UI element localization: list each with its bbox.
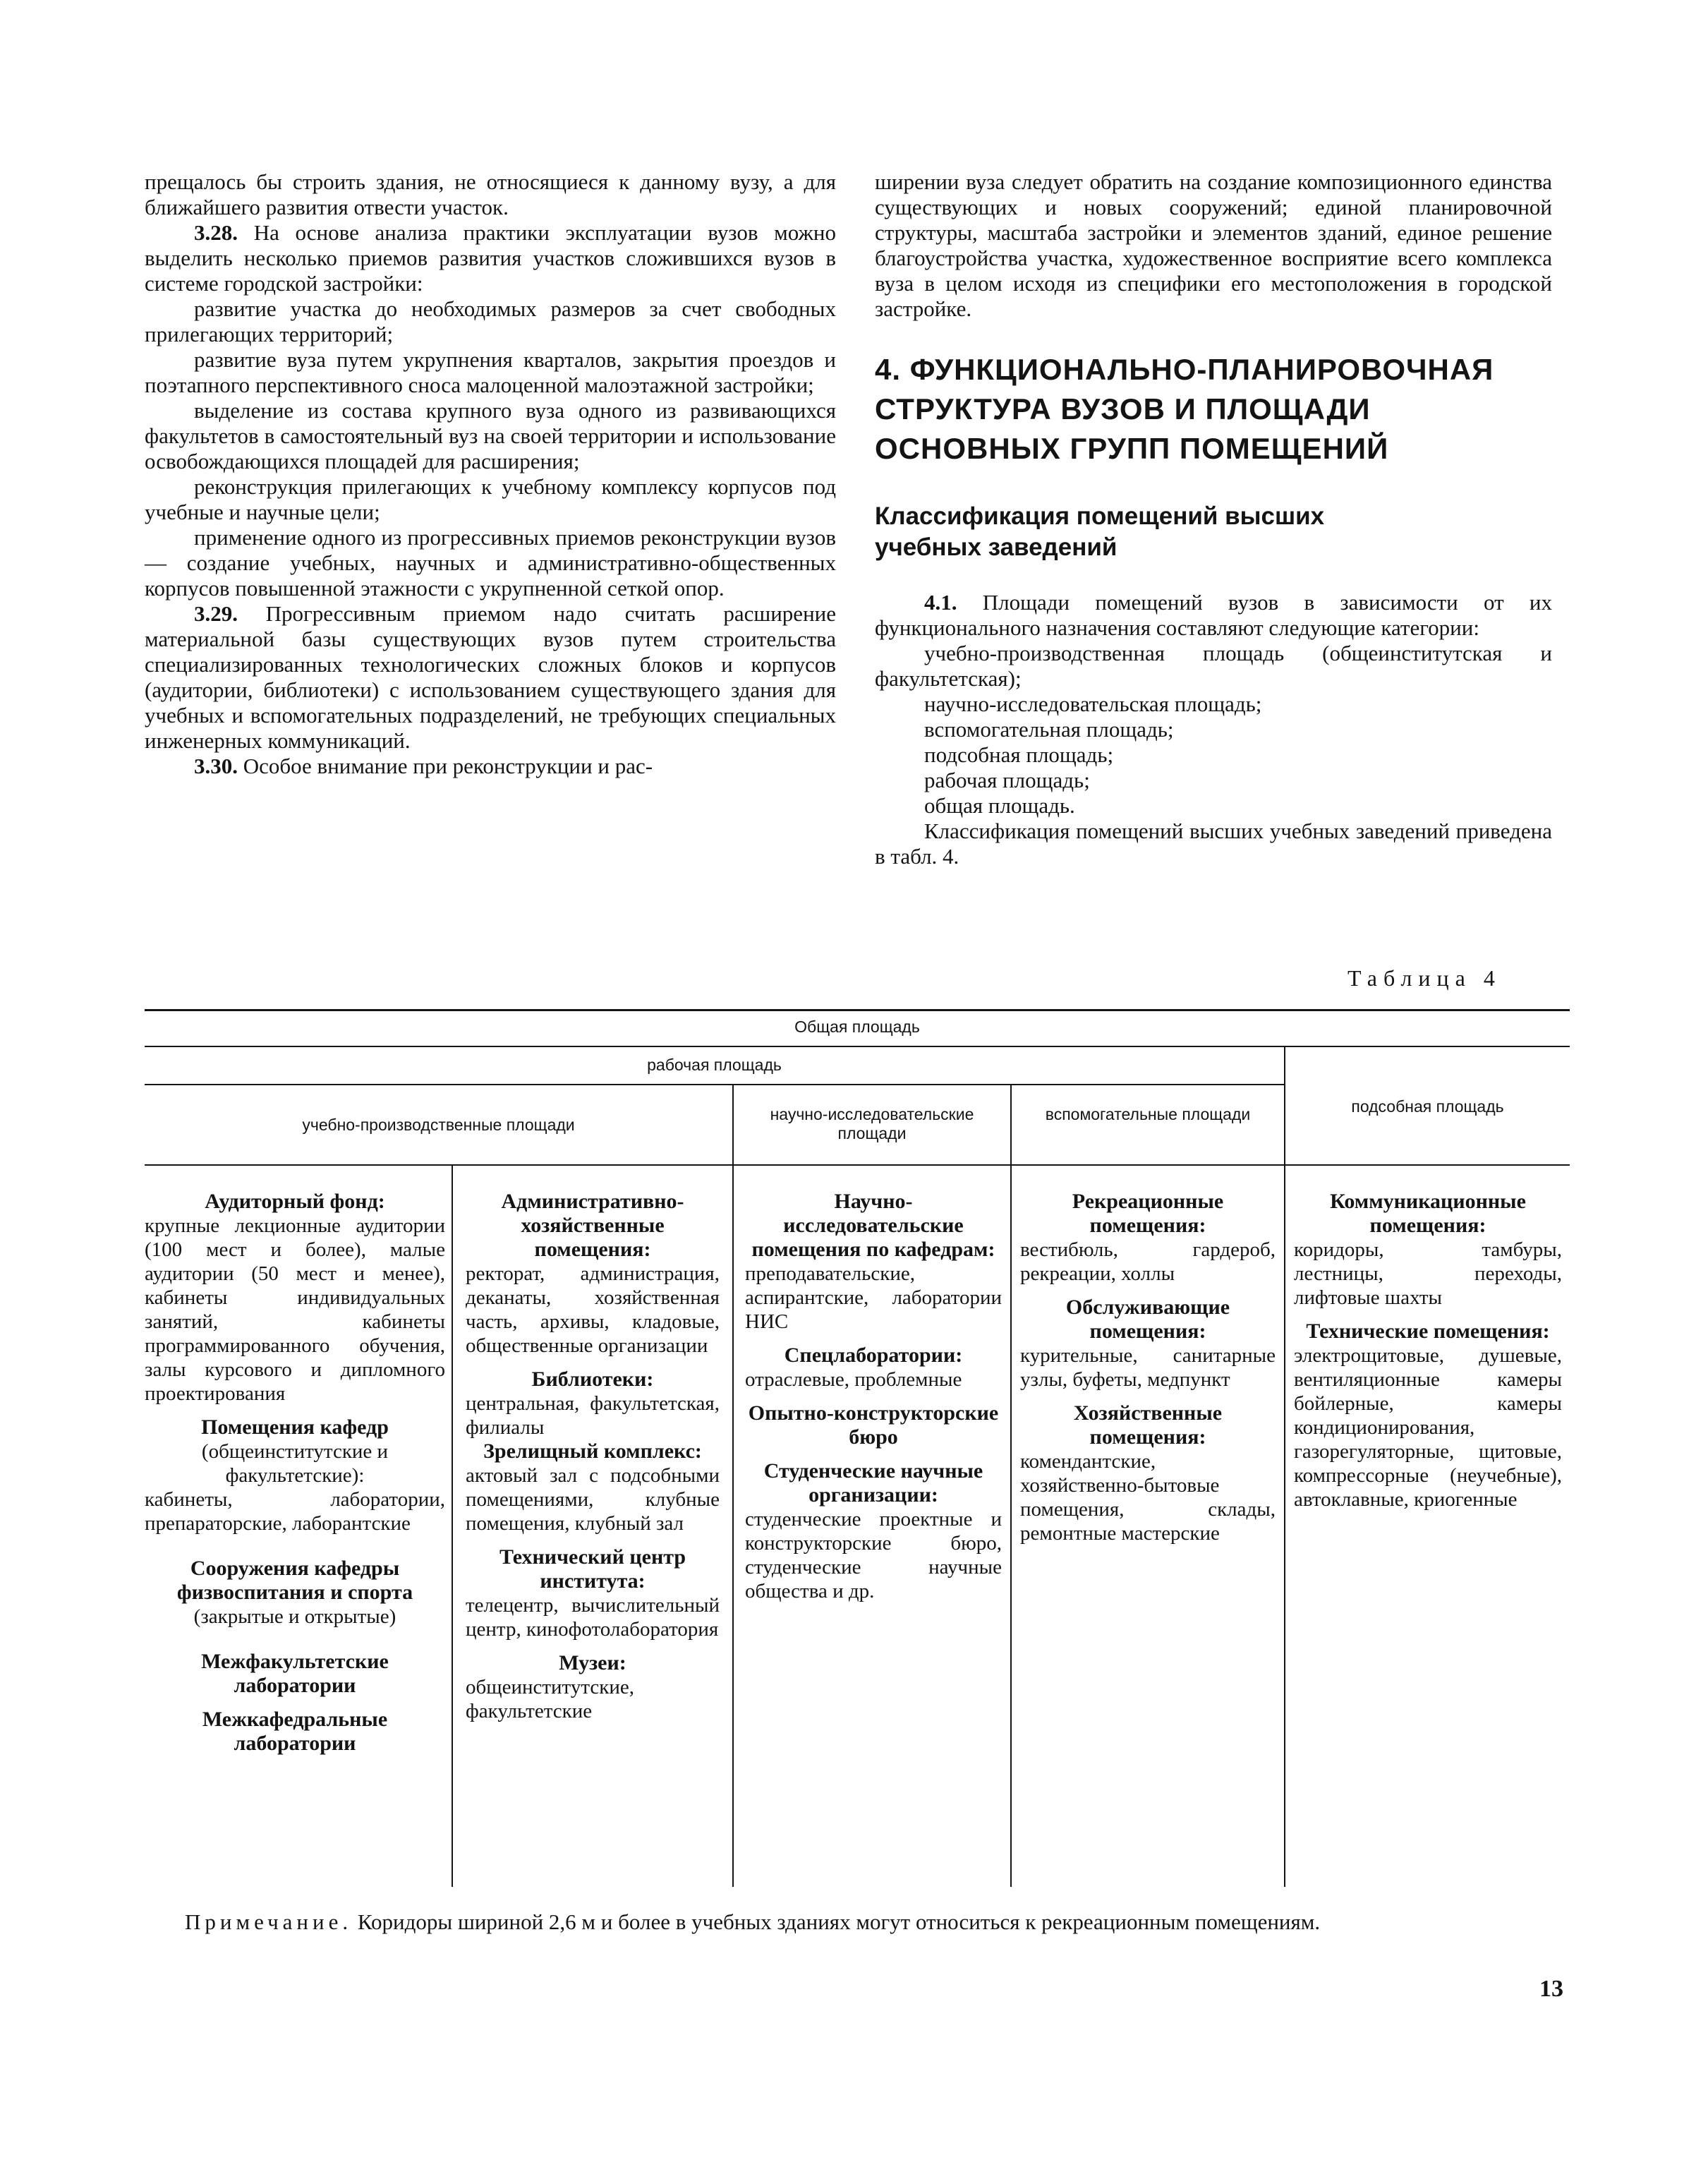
category-text: кабинеты, лаборатории, препараторские, лаборантские	[145, 1488, 445, 1535]
category-text: крупные лекционные аудитории (100 мест и более), малые аудитории (50 мест и менее), кабинеты индивидуальных занятий, кабинеты программированного обучения, залы курсового и дипломного проектирования	[145, 1214, 445, 1405]
table-column-educational-1	[145, 1190, 445, 1756]
vertical-rule	[1010, 1085, 1012, 1887]
category-heading: Рекреационные помещения:	[1072, 1190, 1224, 1237]
vertical-rule	[452, 1166, 453, 1887]
category-text: электрощитовые, душевые, вентиляционные камеры бойлерные, камеры кондиционирования, газорегуляторные, щитовые, компрессорные (неучебные), автоклавные, криогенные	[1294, 1344, 1562, 1511]
paragraph: Классификация помещений высших учебных заведений приведена в табл. 4.	[875, 819, 1552, 869]
category-text: телецентр, вычислительный центр, кинофотолаборатория	[466, 1594, 720, 1641]
category-heading: Хозяйственные помещения:	[1073, 1401, 1223, 1449]
category-item: общая площадь.	[924, 793, 1075, 818]
table-column-educational-2	[466, 1190, 720, 1723]
table-column-auxiliary	[1294, 1190, 1562, 1511]
vertical-rule	[732, 1085, 734, 1887]
category-heading: Зрелищный комплекс:	[483, 1439, 702, 1463]
category-heading: Межкафедральные лаборатории	[202, 1708, 388, 1755]
clause-number: 4.1.	[924, 590, 957, 615]
vertical-rule	[1284, 1047, 1285, 1887]
list-item: развитие участка до необходимых размеров за счет свободных прилегающих территорий;	[145, 296, 836, 346]
category-heading: Технический центр института:	[499, 1545, 686, 1593]
table-note	[185, 1909, 1568, 1935]
header-auxiliary-sub-area: подсобная площадь	[1351, 1097, 1504, 1116]
clause-text: На основе анализа практики эксплуатации вузов можно выделить несколько приемов развития участков сложившихся вузов в системе городской застройки:	[145, 220, 837, 296]
subsection-title	[875, 501, 1552, 563]
category-heading: Опытно-конструкторские бюро	[748, 1401, 999, 1449]
list-item: развитие вуза путем укрупнения кварталов, закрытия проездов и поэтапного перспективного сноса малоценной малоэтажной застройки;	[145, 347, 836, 397]
rule	[145, 1046, 1570, 1047]
note-label: Примечание.	[185, 1909, 353, 1934]
category-text: комендантские, хозяйственно-бытовые помещения, склады, ремонтные мастерские	[1020, 1450, 1276, 1545]
list-item: применение одного из прогрессивных приемов реконструкции вузов — создание учебных, научных и административно-общественных корпусов повышенной этажности с укрупненной сеткой опор.	[145, 525, 836, 600]
paragraph: ширении вуза следует обратить на создание композиционного единства существующих и новых сооружений; единой планировочной структуры, масштаба застройки и элементов зданий, единое решение благоустройства участка, художественное восприятие всего комплекса вуза в целом исходя из специфики его местоположения в городской застройке.	[875, 169, 1552, 321]
category-heading: Помещения кафедр	[201, 1416, 389, 1439]
rule	[145, 1084, 1284, 1085]
clause-number: 3.30.	[194, 754, 238, 778]
category-subheading: (общеинститутские и факультетские):	[201, 1440, 389, 1487]
category-heading: Спецлаборатории:	[784, 1344, 963, 1367]
clause-text: Прогрессивным приемом надо считать расширение материальной базы существующих вузов путем строительства специализированных технологических сложных блоков и корпусов (аудитории, библиотеки) с использованием существующего здания для учебных и вспомогательных подразделений, не требующих специальных инженерных коммуникаций.	[145, 601, 837, 753]
header-total-area: Общая площадь	[794, 1018, 920, 1036]
category-text: общеинститутские, факультетские	[466, 1676, 634, 1722]
table-top-rule	[145, 1009, 1570, 1011]
clause-text: Площади помещений вузов в зависимости от их функционального назначения составляют следующие категории:	[875, 590, 1552, 640]
section-title-line: 4. ФУНКЦИОНАЛЬНО-ПЛАНИРОВОЧНАЯ	[875, 353, 1494, 386]
category-heading: Студенческие научные организации:	[763, 1459, 983, 1507]
category-item: подсобная площадь;	[924, 742, 1114, 767]
clause-number: 3.28.	[194, 220, 238, 245]
category-text: ректорат, администрация, деканаты, хозяйственная часть, архивы, кладовые, общественные организации	[466, 1262, 720, 1357]
category-text: студенческие проектные и конструкторские бюро, студенческие научные общества и др.	[745, 1508, 1002, 1602]
category-text: курительные, санитарные узлы, буфеты, медпункт	[1020, 1344, 1276, 1391]
paragraph-4-1	[875, 590, 1552, 641]
header-research-area: научно-исследовательские площади	[770, 1105, 974, 1142]
section-title-line: СТРУКТУРА ВУЗОВ И ПЛОЩАДИ	[875, 392, 1371, 425]
category-subheading: (закрытые и открытые)	[193, 1605, 396, 1628]
category-text: отраслевые, проблемные	[745, 1368, 962, 1391]
paragraph: прещалось бы строить здания, не относящиеся к данному вузу, а для ближайшего развития отвести участок.	[145, 169, 836, 219]
subsection-title-line: Классификация помещений высших	[875, 502, 1325, 530]
category-item: научно-исследовательская площадь;	[924, 692, 1262, 716]
subsection-title-line: учебных заведений	[875, 533, 1118, 561]
table-column-support	[1020, 1190, 1276, 1545]
list-item: реконструкция прилегающих к учебному комплексу корпусов под учебные и научные цели;	[145, 474, 836, 524]
left-column	[145, 169, 836, 779]
category-item: вспомогательная площадь;	[924, 717, 1174, 742]
category-heading: Межфакультетские лаборатории	[201, 1650, 389, 1697]
clause-number: 3.29.	[194, 601, 238, 626]
paragraph-3-28	[145, 220, 836, 296]
header-support-area: вспомогательные площади	[1045, 1105, 1251, 1123]
table-label: Таблица 4	[1347, 965, 1501, 991]
category-item: учебно-производственная площадь (общеинститутская и факультетская);	[875, 641, 1552, 691]
category-item: рабочая площадь;	[924, 768, 1090, 792]
table-column-research	[745, 1190, 1002, 1603]
section-title-line: ОСНОВНЫХ ГРУПП ПОМЕЩЕНИЙ	[875, 432, 1389, 465]
category-heading: Аудиторный фонд:	[205, 1190, 385, 1213]
category-heading: Коммуникационные помещения:	[1330, 1190, 1526, 1237]
category-text: преподавательские, аспирантские, лаборатории НИС	[745, 1262, 1002, 1333]
section-title	[875, 350, 1552, 469]
page-number: 13	[1539, 1976, 1563, 2002]
paragraph-3-30	[145, 754, 836, 779]
clause-text: Особое внимание при реконструкции и рас-	[243, 754, 653, 778]
header-educational-area: учебно-производственные площади	[302, 1116, 575, 1134]
note-text: Коридоры шириной 2,6 м и более в учебных зданиях могут относиться к рекреационным помещениям.	[357, 1909, 1321, 1934]
right-column	[875, 169, 1552, 869]
paragraph-3-29	[145, 601, 836, 754]
category-text: коридоры, тамбуры, лестницы, переходы, лифтовые шахты	[1294, 1238, 1562, 1309]
category-heading: Административно-хозяйственные помещения:	[501, 1190, 684, 1261]
category-heading: Научно-исследовательские помещения по кафедрам:	[751, 1190, 995, 1261]
category-text: вестибюль, гардероб, рекреации, холлы	[1020, 1238, 1276, 1285]
category-heading: Библиотеки:	[531, 1368, 654, 1391]
category-heading: Сооружения кафедры физвоспитания и спорта	[176, 1557, 413, 1604]
category-heading: Обслуживающие помещения:	[1065, 1296, 1230, 1343]
category-text: актовый зал с подсобными помещениями, клубные помещения, клубный зал	[466, 1464, 720, 1535]
rule	[145, 1164, 1570, 1166]
list-item: выделение из состава крупного вуза одного из развивающихся факультетов в самостоятельный вуз на своей территории и использование освобождающихся площадей для расширения;	[145, 398, 836, 473]
category-heading: Технические помещения:	[1306, 1320, 1550, 1343]
category-heading: Музеи:	[559, 1651, 626, 1674]
header-working-area: рабочая площадь	[647, 1056, 782, 1074]
category-text: центральная, факультетская, филиалы	[466, 1392, 720, 1439]
